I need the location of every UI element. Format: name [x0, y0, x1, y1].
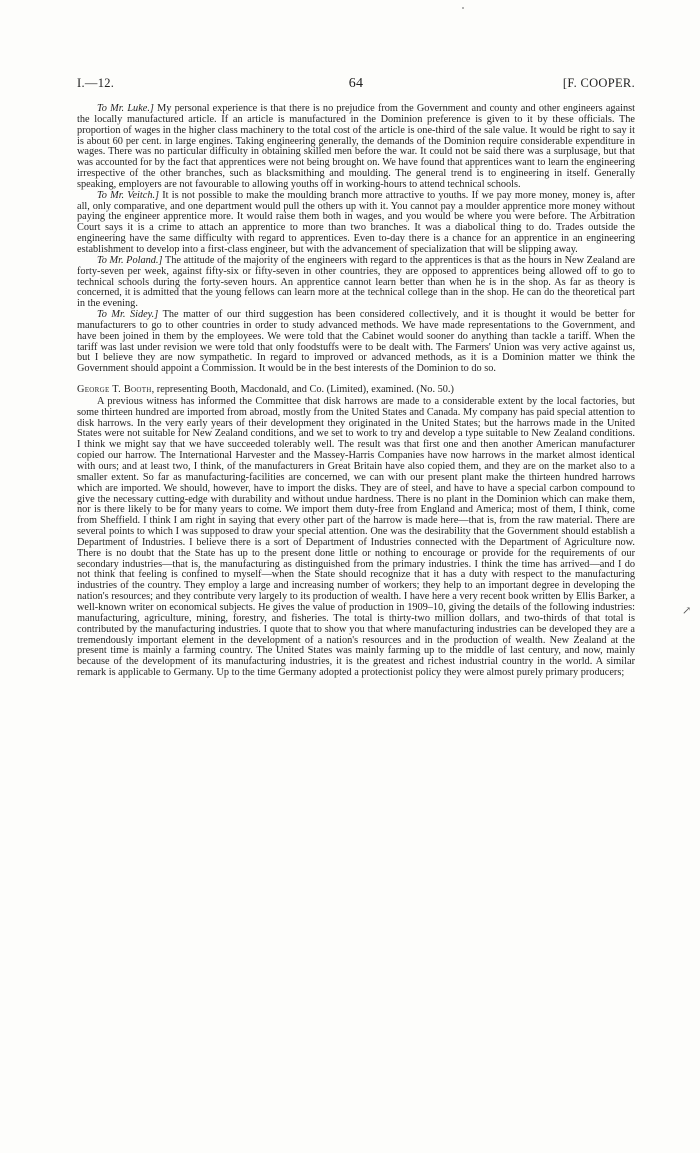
answer-text: My personal experience is that there is no prejudice from the Government and county and other engineers against the locally manufactured article. If an article is manufactured in the Dominion preference is given to it by these officials. The proportion of wages in the higher class machinery to the total cost of the article is one-third of the sale value. It would be right to say it is about 60 per cent. in large engines. Taking engineering generally, the demands of the Dominion require considerable expenditure in wages. There was no particular difficulty in obtaining skilled men before the war. It could not be said there was a surplusage, but that was accounted for by the fact that apprentices were not being brought on. We have found that apprentices want to learn the engineering irrespective of the other branches, such as blacksmithing and moulding. The general trend is to engineering in itself. Generally speaking, employers are not favourable to allowing youths off in working-hours to attend technical schools. [77, 103, 635, 190]
paragraph-booth-evidence: A previous witness has informed the Committee that disk harrows are made to a considerable extent by the local factories, but some thirteen hundred are imported from abroad, mostly from the United States and Canada. My company has paid special attention to disk harrows. In the very early years of their development they originated in the United States; but the harrows made in the United States were not suitable for New Zealand conditions, and we set to work to try and develop a type suitable to New Zealand conditions. I think we might say that we have succeeded tolerably well. The result was that first one and then another American manufacturer copied our harrow. The International Harvester and the Massey-Harris Companies have now harrows in the market almost identical with ours; and at least two, I think, of the manufacturers in Great Britain have also copied them, and they are on the market also to a smaller extent. So far as manufacturing-facilities are concerned, we can with our present plant make the thirteen hundred harrows which are imported. We should, however, have to import the disks. They are of steel, and have to have a special carbon compound to give the necessary cutting-edge with durability and without undue hardness. There is no plant in the Dominion which can make them, nor is there likely to be for many years to come. We import them duty-free from England and America; most of them, I think, come from Sheffield. I think I am right in saying that every other part of the harrow is made here—that is, from the raw material. There are several points to which I was supposed to draw your special attention. One was the desirability that the Government should establish a Department of Industries. I believe there is a sort of Department of Industries connected with the Department of Agriculture now. There is no doubt that the State has up to the present done little or nothing to encourage or provide for the requirements of our secondary industries—that is, the manufacturing as distinguished from the primary industries. I think the time has arrived—and I do not think that feeling is confined to myself—when the State should recognize that it has a duty with respect to the manufacturing industries of the country. They employ a large and increasing number of workers; they help to an important degree in developing the nation's resources; and they contribute very largely to its production of wealth. I have here a very recent book written by Ellis Barker, a well-known writer on economical subjects. He gives the value of production in 1909–10, giving the details of the following industries: manufacturing, agriculture, mining, forestry, and fisheries. The total is thirty-two million dollars, and two-thirds of that total is contributed by the manufacturing industries. I quote that to show you that where manufacturing industries can be developed they are a tremendously important element in the development of a nation's resources and in the production of wealth. New Zealand at the present time is mainly a farming country. The United States was mainly farming up to the middle of last century, and now, mainly because of the development of its manufacturing industries, it is the greatest and richest industrial country in the world. A similar remark is applicable to Germany. Up to the time Germany adopted a protectionist policy they were almost purely primary producers; [77, 395, 635, 679]
witness-heading [77, 385, 635, 396]
body-text [77, 104, 635, 679]
witness-name: George T. Booth [77, 384, 152, 396]
answer-text: The attitude of the majority of the engineers with regard to the apprentices is that as the hours in New Zealand are forty-seven per week, against fifty-six or fifty-seven in other countries, they are opposed to apprentices being allowed off to go to technical schools during the forty-seven hours. An apprentice cannot learn better than when he is in the shop. As far as theory is concerned, it is admitted that the young fellows can learn more at the technical college than in the shop. He can do the theoretical part in the evening. [77, 254, 636, 310]
margin-mark: ↗ [682, 605, 692, 617]
paper-reference: I.—12. [77, 76, 115, 90]
paragraph-to-mr-veitch [77, 191, 635, 256]
paragraph-to-mr-sidey [77, 310, 635, 375]
scan-speck [462, 7, 464, 9]
questioner-label: To Mr. Sidey.] [97, 309, 159, 321]
paragraph-to-mr-poland [77, 256, 635, 310]
page-number: 64 [348, 76, 364, 91]
witness-description: , representing Booth, Macdonald, and Co. (Limited), examined. (No. 50.) [151, 384, 454, 396]
running-head [77, 76, 635, 92]
witness-name-header: [F. COOPER. [562, 76, 635, 90]
questioner-label: To Mr. Luke.] [97, 103, 154, 114]
paragraph-to-mr-luke [77, 104, 635, 191]
answer-text: The matter of our third suggestion has been considered collectively, and it is thought it would be better for manufacturers to go to other countries in order to study advanced methods. We have made representations to the Government, and have been joined in them by the employees. We were told that the Cabinet would sooner do anything than tackle a tariff. When the tariff was last under revision we were told that only foodstuffs were to be dealt with. The Farmers' Union was very active against us, but I believe they are now sympathetic. In regard to improved or advanced methods, as it is a Dominion matter we think the Government should appoint a Commission. It would be in the best interests of the Dominion to do so. [77, 309, 635, 375]
questioner-label: To Mr. Poland.] [97, 254, 163, 266]
answer-text: It is not possible to make the moulding branch more attractive to youths. If we pay more money, money is, after all, only comparative, and one department would pull the others up with it. You cannot pay a moulder apprentice more money without paying the engineer apprentice more. It would raise them both in wages, and you would be where you were before. The Arbitration Court says it is a crime to attach an apprentice to more than two branches. It was a diabolical thing to do. Trades outside the engineering have the same difficulty with regard to apprentices. Even to-day there is a chance for an apprentice in an engineering establishment to develop into a first-class engineer, but with the advancement of specialization that will be slipping away. [77, 189, 635, 255]
questioner-label: To Mr. Veitch.] [97, 189, 160, 201]
